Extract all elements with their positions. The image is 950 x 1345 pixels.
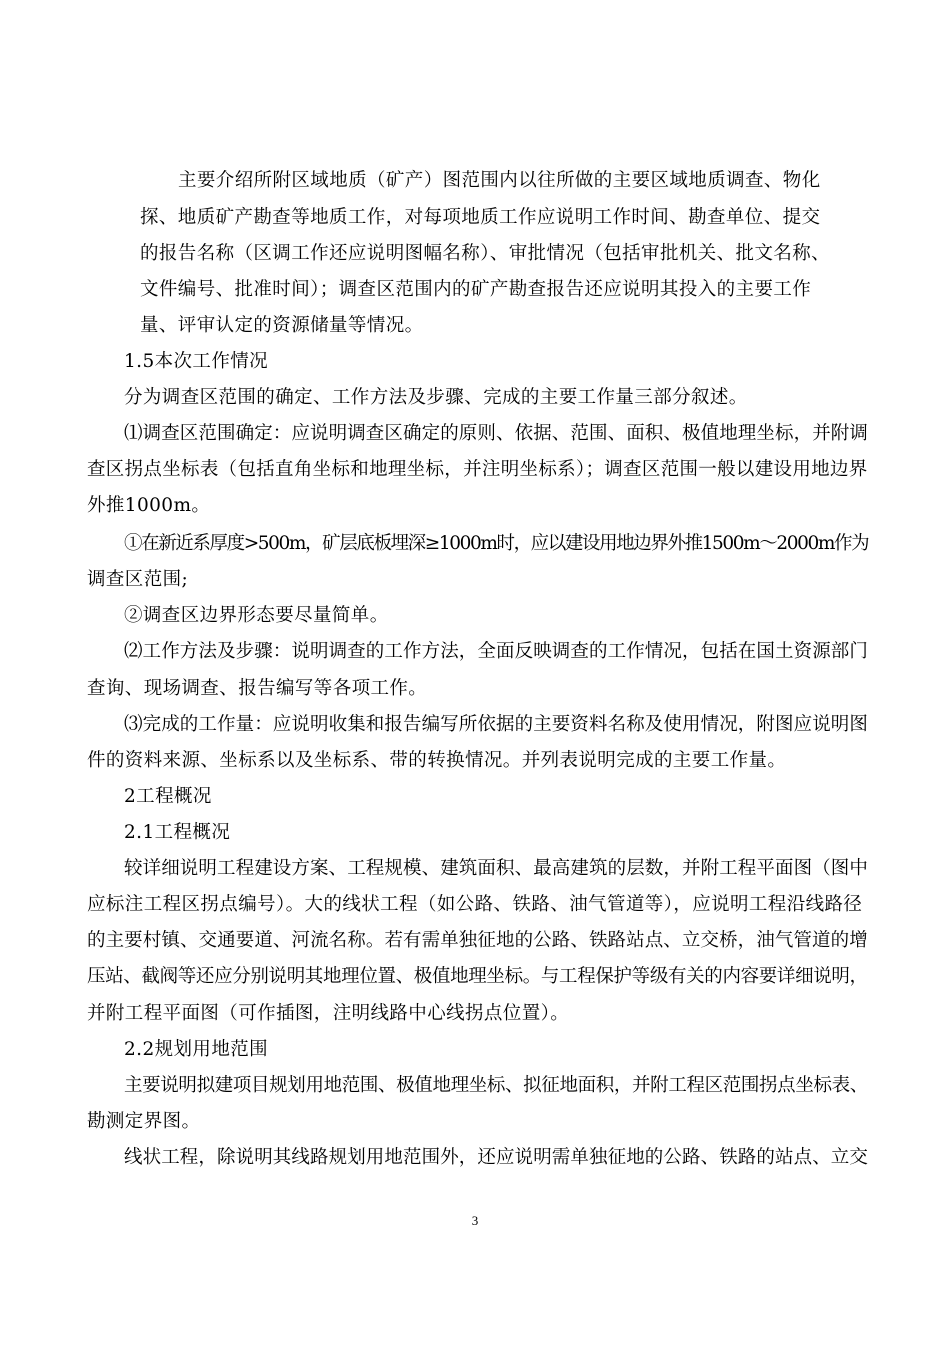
paragraph-line: 主要说明拟建项目规划用地范围、极值地理坐标、拟征地面积，并附工程区范围拐点坐标表、 <box>124 1075 868 1096</box>
intro-line: 的报告名称（区调工作还应说明图幅名称）、审批情况（包括审批机关、批文名称、 <box>140 243 831 264</box>
paragraph-line: 调查区范围; <box>87 569 189 590</box>
paragraph-line: 应标注工程区拐点编号）。大的线状工程（如公路、铁路、油气管道等），应说明工程沿线路径 <box>87 894 863 915</box>
paragraph-line: 查询、现场调查、报告编写等各项工作。 <box>87 678 428 699</box>
intro-line: 主要介绍所附区域地质（矿产）图范围内以往所做的主要区域地质调查、物化 <box>178 170 821 191</box>
paragraph-line: 外推1000m。 <box>87 495 211 516</box>
subsection-heading: 2.2规划用地范围 <box>124 1039 269 1060</box>
intro-line: 量、评审认定的资源储量等情况。 <box>140 315 424 336</box>
subsection-heading: 2.1工程概况 <box>124 822 231 843</box>
paragraph-line: 压站、截阀等还应分别说明其地理位置、极值地理坐标。与工程保护等级有关的内容要详细说明， <box>87 966 868 987</box>
paragraph-line: ①在新近系厚度>500m，矿层底板埋深≥1000m时，应以建设用地边界外推1500m～2000m作为 <box>124 533 869 554</box>
intro-line: 文件编号、批准时间）；调查区范围内的矿产勘查报告还应说明其投入的主要工作 <box>140 279 812 300</box>
section-heading: 1.5本次工作情况 <box>124 351 269 372</box>
paragraph-line: 分为调查区范围的确定、工作方法及步骤、完成的主要工作量三部分叙述。 <box>124 387 748 408</box>
paragraph-line: 勘测定界图。 <box>87 1111 201 1132</box>
paragraph-line: ⑶完成的工作量：应说明收集和报告编写所依据的主要资料名称及使用情况，附图应说明图 <box>124 714 869 735</box>
paragraph-line: ⑴调查区范围确定：应说明调查区确定的原则、依据、范围、面积、极值地理坐标，并附调 <box>124 423 869 444</box>
paragraph-line: ②调查区边界形态要尽量简单。 <box>124 605 389 626</box>
paragraph-line: 的主要村镇、交通要道、河流名称。若有需单独征地的公路、铁路站点、立交桥，油气管道的增 <box>87 930 868 951</box>
intro-line: 探、地质矿产勘查等地质工作，对每项地质工作应说明工作时间、勘查单位、提交 <box>140 207 821 228</box>
paragraph-line: 线状工程，除说明其线路规划用地范围外，还应说明需单独征地的公路、铁路的站点、立交 <box>124 1147 869 1168</box>
paragraph-line: 件的资料来源、坐标系以及坐标系、带的转换情况。并列表说明完成的主要工作量。 <box>87 750 787 771</box>
paragraph-line: 并附工程平面图（可作插图，注明线路中心线拐点位置）。 <box>87 1003 570 1024</box>
paragraph-line: 较详细说明工程建设方案、工程规模、建筑面积、最高建筑的层数，并附工程平面图（图中 <box>124 858 869 879</box>
page-number: 3 <box>471 1213 479 1228</box>
paragraph-line: 查区拐点坐标表（包括直角坐标和地理坐标，并注明坐标系）；调查区范围一般以建设用地边界 <box>87 459 868 480</box>
paragraph-line: ⑵工作方法及步骤：说明调查的工作方法，全面反映调查的工作情况，包括在国土资源部门 <box>124 641 869 662</box>
section-heading: 2工程概况 <box>124 786 212 807</box>
